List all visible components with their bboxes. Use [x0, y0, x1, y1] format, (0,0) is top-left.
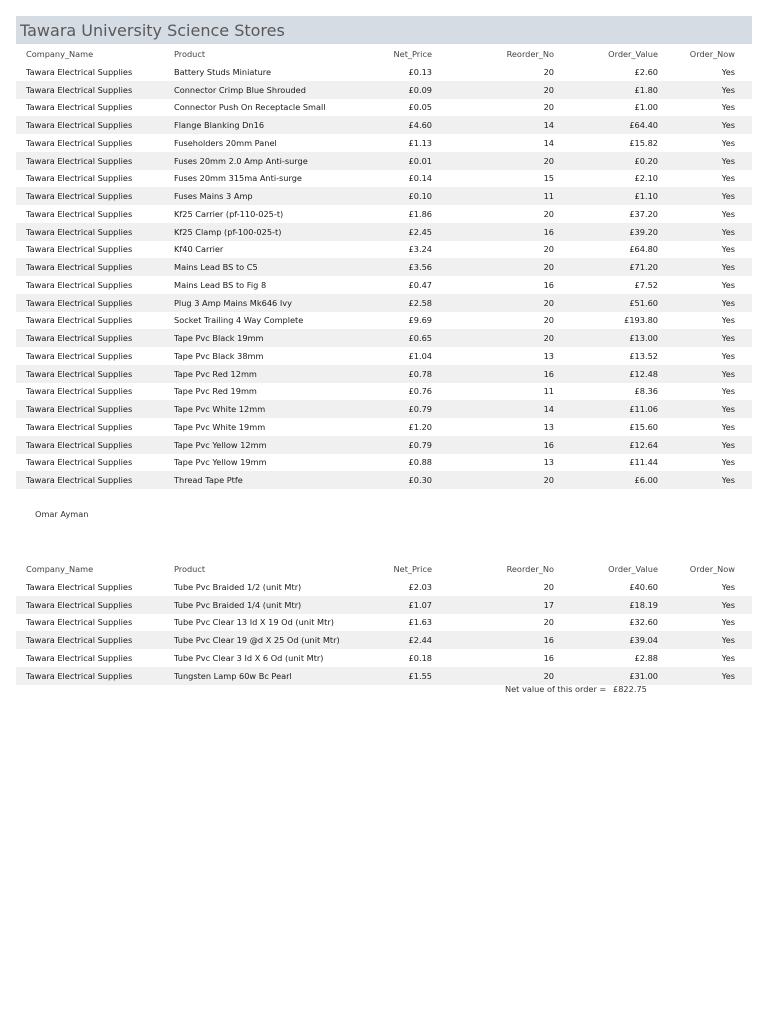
author-name: Omar Ayman	[35, 509, 89, 519]
cell-product: Tungsten Lamp 60w Bc Pearl	[174, 667, 359, 685]
cell-company-name: Tawara Electrical Supplies	[16, 365, 174, 383]
cell-reorder-no: 20	[543, 617, 554, 628]
cell-product: Connector Push On Receptacle Small	[174, 102, 326, 113]
cell-company-name: Tawara Electrical Supplies	[16, 329, 174, 347]
cell-product: Connector Crimp Blue Shrouded	[174, 81, 359, 99]
cell-order-value: £12.64	[554, 436, 658, 454]
table-row	[16, 81, 752, 99]
cell-order-now: Yes	[721, 244, 735, 255]
column-header-reorder-no: Reorder_No	[506, 48, 554, 59]
cell-order-now: Yes	[658, 81, 752, 99]
cell-order-now: Yes	[721, 421, 735, 432]
cell-reorder-no: 20	[432, 81, 554, 99]
cell-net-price: £0.05	[408, 102, 432, 113]
cell-reorder-no: 16	[543, 652, 554, 663]
cell-order-value: £6.00	[554, 471, 658, 489]
cell-reorder-no: 20	[543, 66, 554, 77]
cell-order-value: £13.52	[629, 350, 658, 361]
cell-order-value: £64.40	[554, 116, 658, 134]
cell-company-name: Tawara Electrical Supplies	[26, 581, 133, 592]
cell-reorder-no: 14	[543, 137, 554, 148]
table-row	[16, 294, 752, 312]
report-title: Tawara University Science Stores	[20, 21, 285, 40]
table-row	[16, 63, 752, 81]
table-row	[16, 170, 752, 188]
cell-product: Tape Pvc Yellow 12mm	[174, 436, 359, 454]
table-row	[16, 312, 752, 330]
cell-reorder-no: 14	[432, 400, 554, 418]
table-row	[16, 614, 752, 632]
cell-net-price: £1.07	[359, 596, 432, 614]
table-row	[16, 99, 752, 117]
table-row	[16, 205, 752, 223]
cell-order-value: £11.06	[554, 400, 658, 418]
cell-company-name: Tawara Electrical Supplies	[16, 152, 174, 170]
cell-order-value: £31.00	[554, 667, 658, 685]
cell-net-price: £2.58	[359, 294, 432, 312]
cell-reorder-no: 20	[432, 258, 554, 276]
cell-net-price: £0.14	[408, 173, 432, 184]
cell-company-name: Tawara Electrical Supplies	[16, 294, 174, 312]
cell-order-value: £1.80	[554, 81, 658, 99]
cell-order-value: £64.80	[629, 244, 658, 255]
cell-reorder-no: 15	[543, 173, 554, 184]
cell-order-now: Yes	[658, 471, 752, 489]
cell-net-price: £0.78	[359, 365, 432, 383]
cell-company-name: Tawara Electrical Supplies	[26, 386, 133, 397]
cell-net-price: £0.30	[359, 471, 432, 489]
cell-order-now: Yes	[721, 386, 735, 397]
cell-net-price: £2.03	[408, 581, 432, 592]
cell-product: Tape Pvc White 19mm	[174, 421, 266, 432]
cell-order-value: £37.20	[629, 208, 658, 219]
cell-product: Plug 3 Amp Mains Mk646 Ivy	[174, 294, 359, 312]
cell-product: Tape Pvc Red 19mm	[174, 386, 257, 397]
cell-company-name: Tawara Electrical Supplies	[26, 652, 133, 663]
column-header-order-now: Order_Now	[689, 563, 735, 574]
cell-reorder-no: 20	[432, 667, 554, 685]
cell-order-value: £2.60	[634, 66, 658, 77]
cell-net-price: £0.47	[408, 279, 432, 290]
cell-order-now: Yes	[721, 617, 735, 628]
cell-order-now: Yes	[721, 350, 735, 361]
cell-product: Fuses 20mm 315ma Anti-surge	[174, 173, 302, 184]
cell-company-name: Tawara Electrical Supplies	[16, 400, 174, 418]
cell-order-value: £18.19	[554, 596, 658, 614]
cell-reorder-no: 16	[432, 436, 554, 454]
cell-company-name: Tawara Electrical Supplies	[26, 244, 133, 255]
cell-order-now: Yes	[658, 258, 752, 276]
cell-reorder-no: 20	[432, 294, 554, 312]
cell-company-name: Tawara Electrical Supplies	[26, 279, 133, 290]
cell-company-name: Tawara Electrical Supplies	[16, 223, 174, 241]
cell-order-now: Yes	[721, 279, 735, 290]
cell-net-price: £3.24	[408, 244, 432, 255]
cell-order-value: £15.82	[629, 137, 658, 148]
cell-net-price: £9.69	[408, 315, 432, 326]
cell-reorder-no: 20	[543, 208, 554, 219]
cell-product: Tube Pvc Braided 1/2 (unit Mtr)	[174, 581, 302, 592]
cell-company-name: Tawara Electrical Supplies	[16, 471, 174, 489]
cell-product: Mains Lead BS to Fig 8	[174, 279, 267, 290]
cell-order-now: Yes	[658, 631, 752, 649]
cell-product: Flange Blanking Dn16	[174, 116, 359, 134]
cell-company-name: Tawara Electrical Supplies	[26, 137, 133, 148]
cell-net-price: £3.56	[359, 258, 432, 276]
cell-order-now: Yes	[658, 365, 752, 383]
cell-product: Thread Tape Ptfe	[174, 471, 359, 489]
cell-reorder-no: 20	[543, 102, 554, 113]
cell-product: Tape Pvc Yellow 19mm	[174, 457, 267, 468]
cell-reorder-no: 20	[543, 581, 554, 592]
table-row	[16, 258, 752, 276]
cell-order-now: Yes	[721, 652, 735, 663]
report-title-bar	[16, 16, 752, 44]
table-row	[16, 631, 752, 649]
cell-net-price: £0.88	[408, 457, 432, 468]
cell-company-name: Tawara Electrical Supplies	[16, 667, 174, 685]
table-row	[16, 667, 752, 685]
cell-order-now: Yes	[658, 667, 752, 685]
cell-product: Tape Pvc Black 19mm	[174, 329, 359, 347]
table-row	[16, 152, 752, 170]
table-row	[16, 116, 752, 134]
cell-reorder-no: 14	[432, 116, 554, 134]
column-header-company-name: Company_Name	[26, 48, 94, 59]
column-header-net-price: Net_Price	[393, 563, 432, 574]
table-row	[16, 471, 752, 489]
cell-product: Kf25 Clamp (pf-100-025-t)	[174, 223, 359, 241]
cell-company-name: Tawara Electrical Supplies	[26, 421, 133, 432]
cell-order-now: Yes	[658, 400, 752, 418]
cell-reorder-no: 20	[432, 471, 554, 489]
cell-company-name: Tawara Electrical Supplies	[26, 617, 133, 628]
cell-reorder-no: 16	[432, 365, 554, 383]
cell-company-name: Tawara Electrical Supplies	[16, 116, 174, 134]
cell-net-price: £0.65	[359, 329, 432, 347]
cell-net-price: £0.13	[408, 66, 432, 77]
cell-reorder-no: 20	[432, 329, 554, 347]
cell-net-price: £0.76	[408, 386, 432, 397]
cell-order-now: Yes	[658, 152, 752, 170]
table-row	[16, 436, 752, 454]
cell-product: Socket Trailing 4 Way Complete	[174, 315, 304, 326]
cell-order-value: £1.00	[634, 102, 658, 113]
cell-company-name: Tawara Electrical Supplies	[16, 596, 174, 614]
cell-product: Tube Pvc Clear 19 @d X 25 Od (unit Mtr)	[174, 631, 359, 649]
cell-reorder-no: 17	[432, 596, 554, 614]
cell-order-value: £7.52	[634, 279, 658, 290]
cell-order-value: £8.36	[634, 386, 658, 397]
table-row	[16, 223, 752, 241]
cell-company-name: Tawara Electrical Supplies	[16, 81, 174, 99]
cell-order-now: Yes	[658, 223, 752, 241]
column-header-net-price: Net_Price	[393, 48, 432, 59]
cell-order-value: £2.88	[634, 652, 658, 663]
column-header-product: Product	[174, 48, 206, 59]
cell-order-now: Yes	[721, 315, 735, 326]
cell-net-price: £0.10	[359, 187, 432, 205]
table-row	[16, 649, 752, 667]
cell-company-name: Tawara Electrical Supplies	[26, 102, 133, 113]
column-header-order-now: Order_Now	[689, 48, 735, 59]
cell-order-now: Yes	[658, 436, 752, 454]
cell-order-value: £51.60	[554, 294, 658, 312]
cell-reorder-no: 13	[543, 457, 554, 468]
cell-company-name: Tawara Electrical Supplies	[26, 208, 133, 219]
table-row	[16, 418, 752, 436]
cell-company-name: Tawara Electrical Supplies	[26, 315, 133, 326]
cell-order-value: £11.44	[629, 457, 658, 468]
cell-product: Kf40 Carrier	[174, 244, 224, 255]
cell-order-now: Yes	[658, 187, 752, 205]
table-row	[16, 454, 752, 472]
table-row	[16, 187, 752, 205]
table-body	[16, 63, 752, 489]
table-row	[16, 365, 752, 383]
cell-reorder-no: 20	[543, 315, 554, 326]
cell-product: Tape Pvc White 12mm	[174, 400, 359, 418]
cell-net-price: £1.55	[359, 667, 432, 685]
order-total-label: Net value of this order =	[505, 684, 607, 694]
cell-order-value: £15.60	[629, 421, 658, 432]
cell-product: Tube Pvc Clear 13 Id X 19 Od (unit Mtr)	[174, 617, 334, 628]
order-total-value: £822.75	[613, 684, 647, 694]
cell-product: Fuses 20mm 2.0 Amp Anti-surge	[174, 152, 359, 170]
cell-order-value: £0.20	[554, 152, 658, 170]
cell-product: Battery Studs Miniature	[174, 66, 272, 77]
cell-net-price: £1.63	[408, 617, 432, 628]
cell-order-now: Yes	[658, 329, 752, 347]
cell-net-price: £1.20	[408, 421, 432, 432]
column-header-product: Product	[174, 563, 206, 574]
cell-product: Kf25 Carrier (pf-110-025-t)	[174, 208, 284, 219]
cell-net-price: £1.04	[408, 350, 432, 361]
cell-company-name: Tawara Electrical Supplies	[26, 173, 133, 184]
column-header-order-value: Order_Value	[608, 48, 658, 59]
cell-order-value: £32.60	[629, 617, 658, 628]
cell-order-value: £39.20	[554, 223, 658, 241]
cell-order-value: £193.80	[624, 315, 658, 326]
table-row	[16, 329, 752, 347]
cell-net-price: £0.09	[359, 81, 432, 99]
cell-net-price: £0.01	[359, 152, 432, 170]
cell-reorder-no: 16	[432, 223, 554, 241]
cell-order-now: Yes	[721, 66, 735, 77]
table-row	[16, 578, 752, 596]
cell-order-now: Yes	[721, 208, 735, 219]
column-header-order-value: Order_Value	[608, 563, 658, 574]
cell-reorder-no: 20	[543, 244, 554, 255]
table-row	[16, 400, 752, 418]
cell-order-now: Yes	[721, 137, 735, 148]
column-header-company-name: Company_Name	[26, 563, 94, 574]
cell-net-price: £1.13	[408, 137, 432, 148]
cell-order-value: £12.48	[554, 365, 658, 383]
table-row	[16, 241, 752, 259]
cell-company-name: Tawara Electrical Supplies	[26, 350, 133, 361]
cell-product: Mains Lead BS to C5	[174, 258, 359, 276]
cell-order-now: Yes	[721, 173, 735, 184]
cell-reorder-no: 13	[543, 350, 554, 361]
cell-net-price: £0.18	[408, 652, 432, 663]
cell-net-price: £2.44	[359, 631, 432, 649]
cell-company-name: Tawara Electrical Supplies	[26, 66, 133, 77]
table-row	[16, 347, 752, 365]
cell-net-price: £4.60	[359, 116, 432, 134]
cell-order-value: £71.20	[554, 258, 658, 276]
cell-order-value: £39.04	[554, 631, 658, 649]
cell-order-value: £2.10	[634, 173, 658, 184]
cell-net-price: £1.86	[408, 208, 432, 219]
products-table-part-2	[16, 559, 752, 685]
cell-company-name: Tawara Electrical Supplies	[16, 187, 174, 205]
cell-product: Tube Pvc Braided 1/4 (unit Mtr)	[174, 596, 359, 614]
cell-product: Tape Pvc Black 38mm	[174, 350, 264, 361]
cell-reorder-no: 11	[543, 386, 554, 397]
cell-product: Fuseholders 20mm Panel	[174, 137, 277, 148]
cell-order-now: Yes	[658, 116, 752, 134]
cell-company-name: Tawara Electrical Supplies	[16, 258, 174, 276]
cell-net-price: £0.79	[359, 436, 432, 454]
cell-reorder-no: 16	[432, 631, 554, 649]
cell-reorder-no: 11	[432, 187, 554, 205]
cell-order-now: Yes	[721, 102, 735, 113]
cell-product: Fuses Mains 3 Amp	[174, 187, 359, 205]
cell-net-price: £0.79	[359, 400, 432, 418]
cell-reorder-no: 13	[543, 421, 554, 432]
cell-order-now: Yes	[658, 596, 752, 614]
table-body	[16, 578, 752, 685]
cell-order-value: £1.10	[554, 187, 658, 205]
cell-order-now: Yes	[721, 581, 735, 592]
cell-net-price: £2.45	[359, 223, 432, 241]
table-row	[16, 596, 752, 614]
cell-company-name: Tawara Electrical Supplies	[16, 436, 174, 454]
table-row	[16, 383, 752, 401]
cell-company-name: Tawara Electrical Supplies	[26, 457, 133, 468]
table-header-row	[16, 44, 752, 63]
table-row	[16, 134, 752, 152]
table-row	[16, 276, 752, 294]
cell-order-value: £13.00	[554, 329, 658, 347]
cell-product: Tube Pvc Clear 3 Id X 6 Od (unit Mtr)	[174, 652, 324, 663]
cell-company-name: Tawara Electrical Supplies	[16, 631, 174, 649]
cell-order-now: Yes	[658, 294, 752, 312]
cell-order-value: £40.60	[629, 581, 658, 592]
cell-order-now: Yes	[721, 457, 735, 468]
cell-product: Tape Pvc Red 12mm	[174, 365, 359, 383]
cell-reorder-no: 20	[432, 152, 554, 170]
products-table-part-1	[16, 44, 752, 489]
cell-reorder-no: 16	[543, 279, 554, 290]
table-header-row	[16, 559, 752, 578]
column-header-reorder-no: Reorder_No	[506, 563, 554, 574]
